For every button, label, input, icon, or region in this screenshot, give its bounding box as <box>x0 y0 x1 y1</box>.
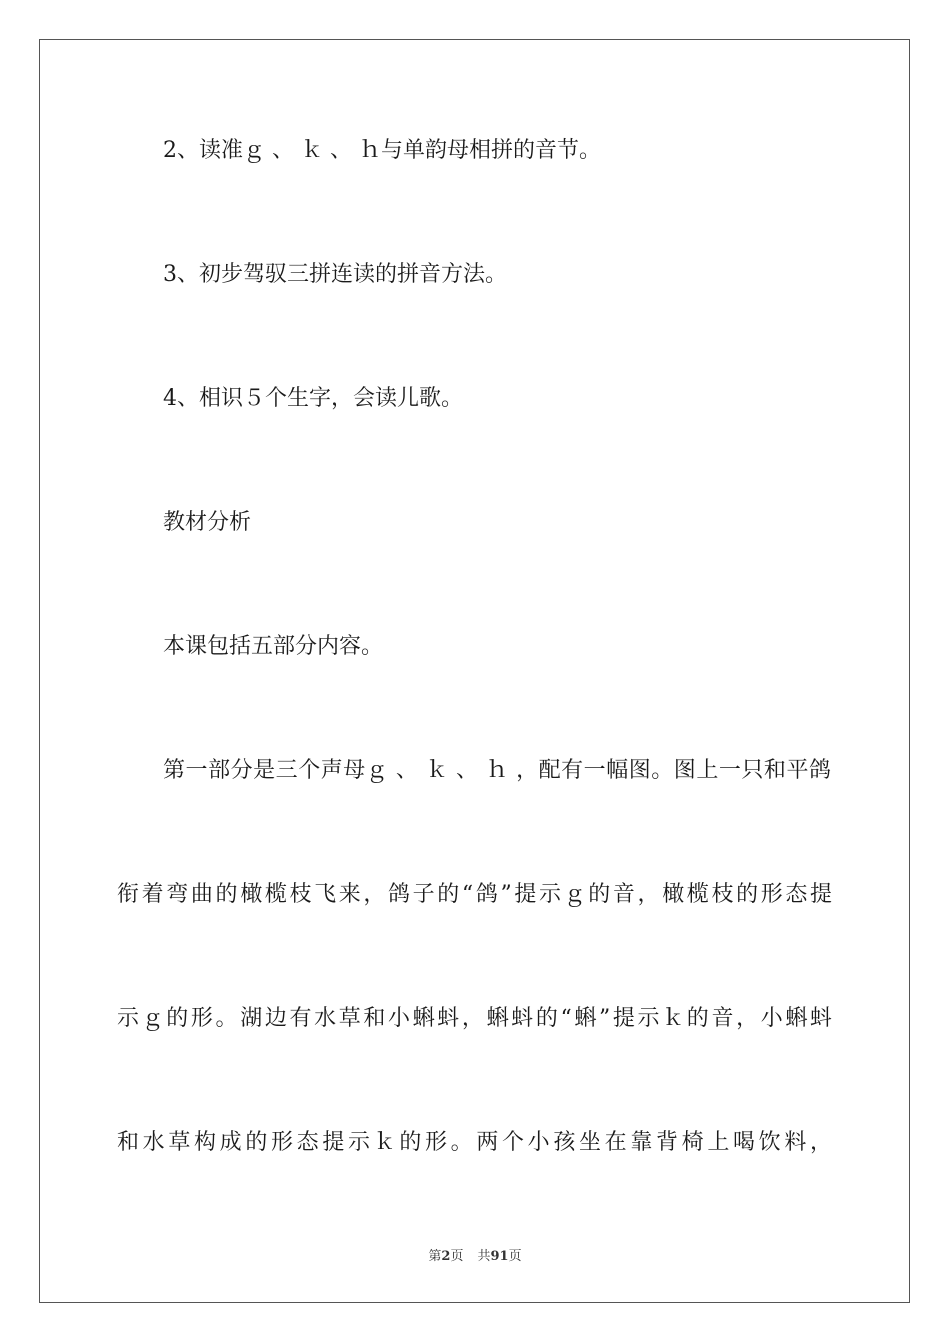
total-pages: 91 <box>490 1249 509 1264</box>
page-border <box>39 39 910 1303</box>
total-suffix: 页 <box>508 1249 522 1264</box>
paragraph-line-1: 第一部分是三个声母ｇ 、 ｋ 、 ｈ ，配有一幅图。图上一只和平鸽 <box>163 758 831 783</box>
section-heading: 教材分析 <box>163 510 252 535</box>
objective-3: 3、初步驾驭三拼连读的拼音方法。 <box>163 262 507 287</box>
paragraph-line-3: 示ｇ的形。湖边有水草和小蝌蚪，蝌蚪的“蝌”提示ｋ的音，小蝌蚪 <box>117 1006 832 1031</box>
objective-2: 2、读准ｇ 、 ｋ 、 ｈ与单韵母相拼的音节。 <box>163 138 601 163</box>
paragraph-line-2: 衔着弯曲的橄榄枝飞来，鸽子的“鸽”提示ｇ的音，橄榄枝的形态提 <box>117 882 832 907</box>
page-footer <box>0 1248 950 1266</box>
page-prefix: 第 <box>428 1249 442 1264</box>
paragraph-line-4: 和水草构成的形态提示ｋ的形。两个小孩坐在靠背椅上喝饮料， <box>117 1130 832 1155</box>
objective-4: 4、相识５个生字，会读儿歌。 <box>163 386 463 411</box>
intro-paragraph: 本课包括五部分内容。 <box>163 634 384 659</box>
page-number: 2 <box>441 1249 451 1264</box>
total-prefix: 共 <box>477 1249 491 1264</box>
page-suffix: 页 <box>450 1249 464 1264</box>
